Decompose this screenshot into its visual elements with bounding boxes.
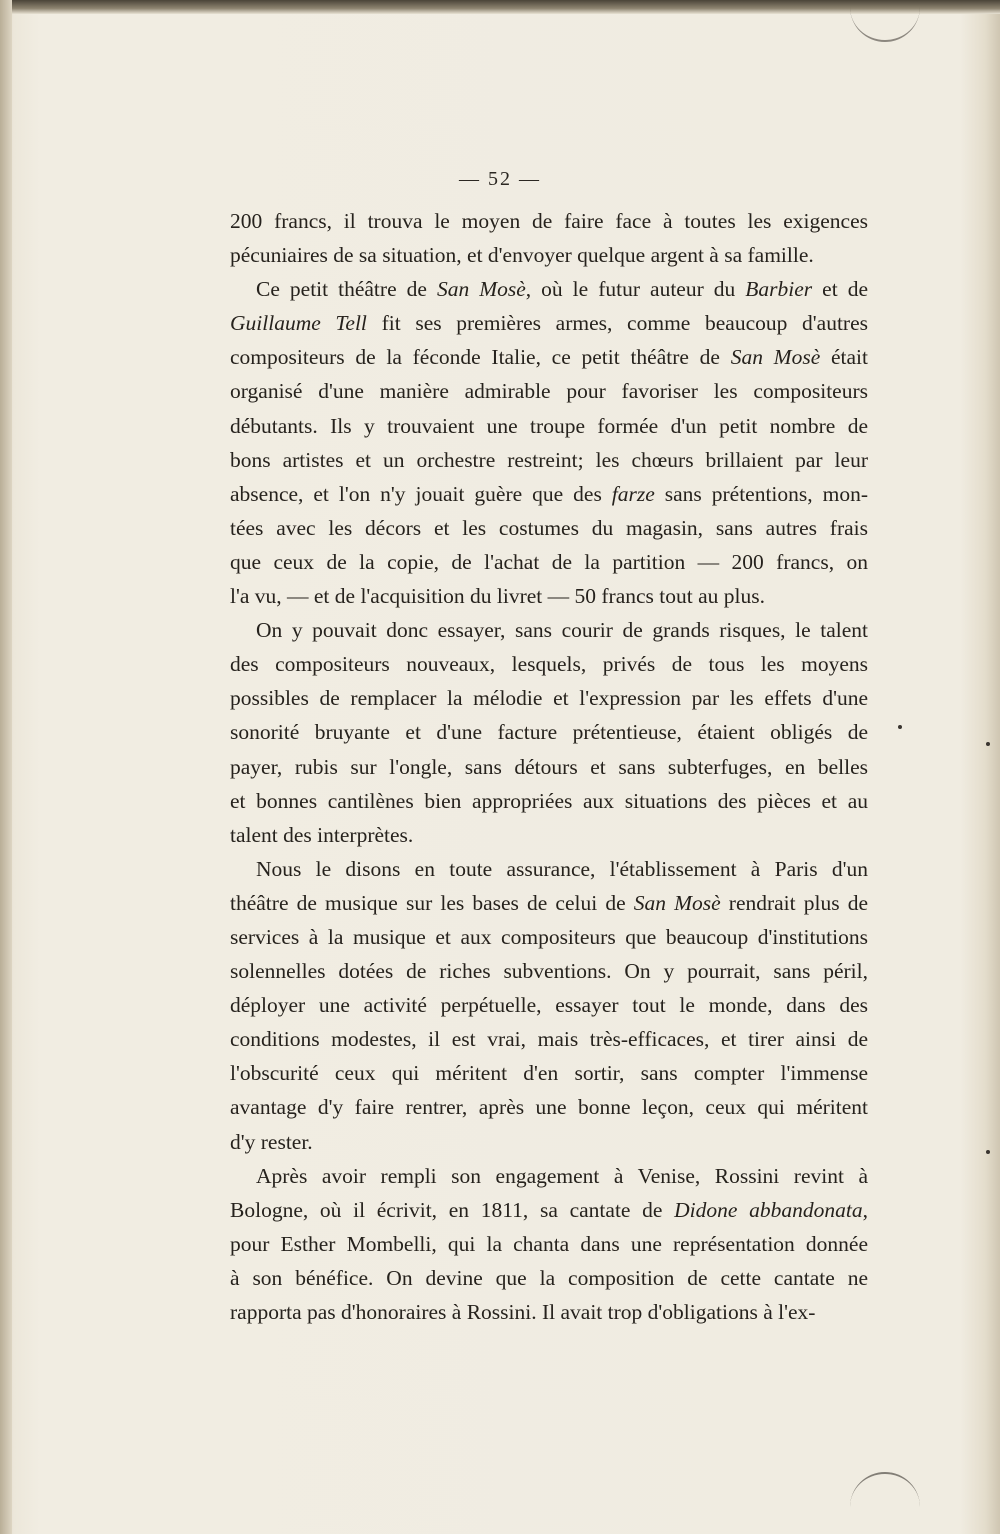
ink-speck bbox=[898, 725, 902, 729]
text-line: pécuniaires de sa situation, et d'envoyer quelque argent à sa famille. bbox=[230, 243, 814, 268]
text-line: Nous le disons en toute assurance, l'établissement à Paris d'un bbox=[256, 856, 868, 881]
page-number: — 52 — bbox=[459, 168, 541, 190]
text-line: organisé d'une manière admirable pour favoriser les compositeurs bbox=[230, 379, 868, 404]
text-line: services à la musique et aux compositeurs que beaucoup d'institutions bbox=[230, 924, 868, 949]
paragraph bbox=[230, 272, 868, 613]
text-line: pour Esther Mombelli, qui la chanta dans une représentation donnée bbox=[230, 1231, 868, 1256]
text-line: et bonnes cantilènes bien appropriées aux situations des pièces et au bbox=[230, 788, 868, 813]
ink-speck bbox=[986, 1150, 990, 1154]
text-line: avantage d'y faire rentrer, après une bonne leçon, ceux qui méritent bbox=[230, 1095, 868, 1120]
text-line: débutants. Ils y trouvaient une troupe formée d'un petit nombre de bbox=[230, 413, 868, 438]
text-line: d'y rester. bbox=[230, 1129, 313, 1154]
text-line: rapporta pas d'honoraires à Rossini. Il avait trop d'obligations à l'ex- bbox=[230, 1300, 816, 1324]
body-text bbox=[230, 204, 868, 1329]
page-spine-shadow bbox=[0, 0, 12, 1534]
text-line: Ce petit théâtre de San Mosè, où le futur auteur du Barbier et de bbox=[256, 277, 869, 302]
paragraph bbox=[230, 204, 868, 272]
paragraph bbox=[230, 613, 868, 852]
text-line: Guillaume Tell fit ses premières armes, comme beaucoup d'autres bbox=[230, 311, 868, 336]
text-line: bons artistes et un orchestre restreint; les chœurs brillaient par leur bbox=[230, 447, 868, 472]
paragraph bbox=[230, 1159, 868, 1329]
text-line: à son bénéfice. On devine que la composition de cette cantate ne bbox=[230, 1265, 868, 1290]
italic-title: Guillaume Tell bbox=[230, 311, 367, 336]
page-corner-curl-bottom bbox=[850, 1472, 920, 1534]
page-corner-curl-top bbox=[850, 0, 920, 42]
italic-title: farze bbox=[611, 481, 655, 506]
text-line: talent des interprètes. bbox=[230, 822, 414, 847]
text-line: 200 francs, il trouva le moyen de faire face à toutes les exigences bbox=[230, 209, 868, 233]
ink-speck bbox=[986, 742, 990, 746]
text-line: compositeurs de la féconde Italie, ce petit théâtre de San Mosè était bbox=[230, 345, 868, 370]
text-line: conditions modestes, il est vrai, mais très-efficaces, et tirer ainsi de bbox=[230, 1027, 868, 1052]
text-line: Après avoir rempli son engagement à Venise, Rossini revint à bbox=[256, 1163, 868, 1188]
italic-title: San Mosè bbox=[730, 345, 821, 370]
text-line: tées avec les décors et les costumes du magasin, sans autres frais bbox=[230, 515, 868, 540]
text-line: que ceux de la copie, de l'achat de la partition — 200 francs, on bbox=[230, 549, 868, 574]
italic-title: Barbier bbox=[745, 277, 813, 302]
text-line: l'a vu, — et de l'acquisition du livret — 50 francs tout au plus. bbox=[230, 584, 765, 609]
italic-title: Didone abbandonata bbox=[674, 1197, 863, 1222]
text-line: déployer une activité perpétuelle, essayer tout le monde, dans des bbox=[230, 993, 868, 1018]
text-line: solennelles dotées de riches subventions. On y pourrait, sans péril, bbox=[230, 959, 868, 984]
text-line: payer, rubis sur l'ongle, sans détours et sans subterfuges, en belles bbox=[230, 754, 868, 779]
text-line: sonorité bruyante et d'une facture prétentieuse, étaient obligés de bbox=[230, 720, 868, 745]
text-line: Bologne, où il écrivit, en 1811, sa cantate de Didone abbandonata, bbox=[230, 1197, 868, 1222]
text-line: l'obscurité ceux qui méritent d'en sortir, sans compter l'immense bbox=[230, 1061, 868, 1086]
text-line: des compositeurs nouveaux, lesquels, privés de tous les moyens bbox=[230, 652, 868, 677]
paragraph bbox=[230, 852, 868, 1159]
text-line: théâtre de musique sur les bases de celui de San Mosè rendrait plus de bbox=[230, 890, 868, 915]
text-line: On y pouvait donc essayer, sans courir de grands risques, le talent bbox=[256, 618, 868, 643]
text-line: absence, et l'on n'y jouait guère que des farze sans prétentions, mon- bbox=[230, 481, 868, 506]
italic-title: San Mosè bbox=[633, 890, 721, 915]
italic-title: San Mosè bbox=[436, 277, 526, 302]
text-line: possibles de remplacer la mélodie et l'expression par les effets d'une bbox=[230, 686, 868, 711]
